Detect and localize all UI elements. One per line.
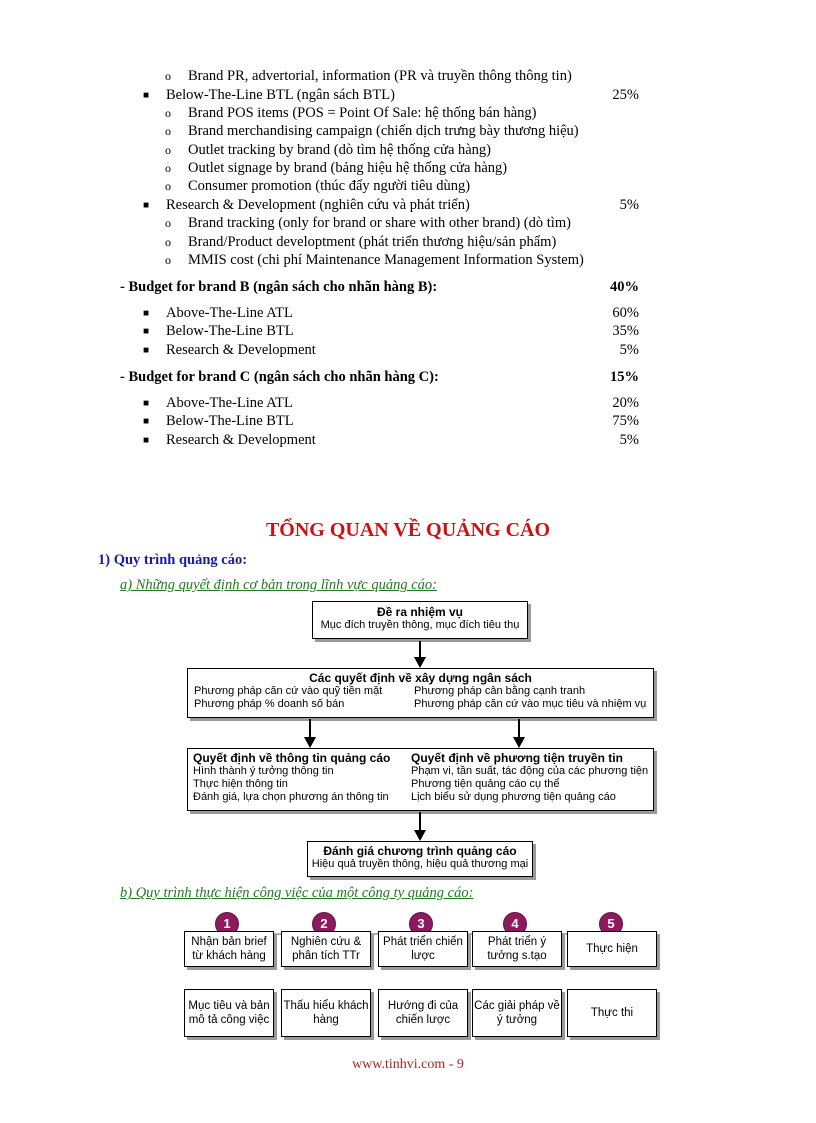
list-item: o Consumer promotion (thúc đẩy người tiêu dùng) xyxy=(165,178,471,194)
step-number: 4 xyxy=(503,912,527,936)
arrow-down-icon xyxy=(302,719,318,749)
circle-bullet-icon: o xyxy=(165,161,171,175)
budget-b-heading: - Budget for brand B (ngân sách cho nhãn hàng B): 40% xyxy=(120,279,639,295)
list-item: ■ Research & Development (nghiên cứu và phát triển) 5% xyxy=(143,197,639,213)
info-decisions: Quyết định về thông tin quảng cáo Hình thành ý tưởng thông tin Thực hiện thông tin Đánh giá, lựa chọn phương án thông tin xyxy=(193,751,391,803)
step-number: 5 xyxy=(599,912,623,936)
percentage: 20% xyxy=(612,395,639,411)
step-bottom-box: Mục tiêu và bản mô tả công việc xyxy=(184,989,274,1037)
budget-decisions-box: Các quyết định về xây dựng ngân sách Phương pháp căn cứ vào quỹ tiền mặt Phương pháp % doanh số bán Phương pháp cân bằng cạnh tranh Phương pháp căn cứ vào mục tiêu và nhiệm vụ xyxy=(187,668,654,718)
arrow-down-icon xyxy=(511,719,527,749)
subsection-a-title: a) Những quyết định cơ bản trong lĩnh vực quảng cáo: xyxy=(120,577,437,593)
circle-bullet-icon: o xyxy=(165,216,171,230)
circle-bullet-icon: o xyxy=(165,124,171,138)
circle-bullet-icon: o xyxy=(165,253,171,267)
percentage: 40% xyxy=(610,279,639,295)
budget-c-heading: - Budget for brand C (ngân sách cho nhãn hàng C): 15% xyxy=(120,369,639,385)
percentage: 25% xyxy=(612,87,639,103)
step-number: 3 xyxy=(409,912,433,936)
step-top-box: Phát triển chiến lược xyxy=(378,931,468,967)
arrow-down-icon xyxy=(412,641,428,669)
list-item: o Brand PR, advertorial, information (PR và truyền thông thông tin) xyxy=(165,68,572,84)
list-item: ■ Below-The-Line BTL 35% xyxy=(143,323,639,339)
list-item: o Outlet tracking by brand (dò tìm hệ thống cửa hàng) xyxy=(165,142,492,158)
list-item: o Brand POS items (POS = Point Of Sale: hệ thống bán hàng) xyxy=(165,105,537,121)
section-title: 1) Quy trình quảng cáo: xyxy=(98,552,248,568)
mission-box: Đề ra nhiệm vụ Mục đích truyền thông, mục đích tiêu thụ xyxy=(312,601,528,639)
arrow-down-icon xyxy=(412,812,428,842)
square-bullet-icon: ■ xyxy=(143,200,150,211)
percentage: 5% xyxy=(619,342,639,358)
step-bottom-box: Các giải pháp về ý tưởng xyxy=(472,989,562,1037)
list-item: ■ Below-The-Line BTL 75% xyxy=(143,413,639,429)
percentage: 15% xyxy=(610,369,639,385)
circle-bullet-icon: o xyxy=(165,179,171,193)
list-item: o MMIS cost (chi phí Maintenance Management Information System) xyxy=(165,252,584,268)
step-bottom-box: Hướng đi của chiến lược xyxy=(378,989,468,1037)
step-top-box: Nghiên cứu & phân tích TTr xyxy=(281,931,371,967)
page-footer: www.tinhvi.com - 9 xyxy=(352,1057,464,1072)
square-bullet-icon: ■ xyxy=(143,326,150,337)
step-number: 2 xyxy=(312,912,336,936)
percentage: 35% xyxy=(612,323,639,339)
square-bullet-icon: ■ xyxy=(143,345,150,356)
list-item: ■ Research & Development 5% xyxy=(143,342,639,358)
square-bullet-icon: ■ xyxy=(143,398,150,409)
square-bullet-icon: ■ xyxy=(143,90,150,101)
percentage: 5% xyxy=(619,432,639,448)
info-media-box xyxy=(187,748,654,811)
square-bullet-icon: ■ xyxy=(143,416,150,427)
list-item: o Brand tracking (only for brand or share with other brand) (dò tìm) xyxy=(165,215,571,231)
list-item: ■ Below-The-Line BTL (ngân sách BTL) 25% xyxy=(143,87,639,103)
percentage: 75% xyxy=(612,413,639,429)
square-bullet-icon: ■ xyxy=(143,435,150,446)
circle-bullet-icon: o xyxy=(165,69,171,83)
list-item: o Outlet signage by brand (bảng hiệu hệ thống cửa hàng) xyxy=(165,160,508,176)
list-item: o Brand/Product developtment (phát triển thương hiệu/sản phẩm) xyxy=(165,234,557,250)
subsection-b-title: b) Quy trình thực hiện công việc của một công ty quảng cáo: xyxy=(120,885,474,901)
media-decisions: Quyết định về phương tiện truyền tin Phạm vi, tần suất, tác động của các phương tiện Phương tiện quảng cáo cụ thể Lịch biểu sử dụng phương tiện quảng cáo xyxy=(411,751,649,803)
step-number: 1 xyxy=(215,912,239,936)
step-top-box: Thực hiện xyxy=(567,931,657,967)
list-item: ■ Above-The-Line ATL 20% xyxy=(143,395,639,411)
page-title: TỔNG QUAN VỀ QUẢNG CÁO xyxy=(265,519,551,541)
list-item: ■ Above-The-Line ATL 60% xyxy=(143,305,639,321)
evaluation-box: Đánh giá chương trình quảng cáo Hiệu quả truyền thông, hiệu quả thương mại xyxy=(307,841,533,877)
list-item: o Brand merchandising campaign (chiến dịch trưng bày thương hiệu) xyxy=(165,123,579,139)
step-bottom-box: Thấu hiểu khách hàng xyxy=(281,989,371,1037)
circle-bullet-icon: o xyxy=(165,235,171,249)
step-top-box: Nhận bản brief từ khách hàng xyxy=(184,931,274,967)
circle-bullet-icon: o xyxy=(165,143,171,157)
square-bullet-icon: ■ xyxy=(143,308,150,319)
circle-bullet-icon: o xyxy=(165,106,171,120)
step-bottom-box: Thực thi xyxy=(567,989,657,1037)
step-top-box: Phát triển ý tưởng s.tạo xyxy=(472,931,562,967)
percentage: 5% xyxy=(619,197,639,213)
list-item: ■ Research & Development 5% xyxy=(143,432,639,448)
percentage: 60% xyxy=(612,305,639,321)
